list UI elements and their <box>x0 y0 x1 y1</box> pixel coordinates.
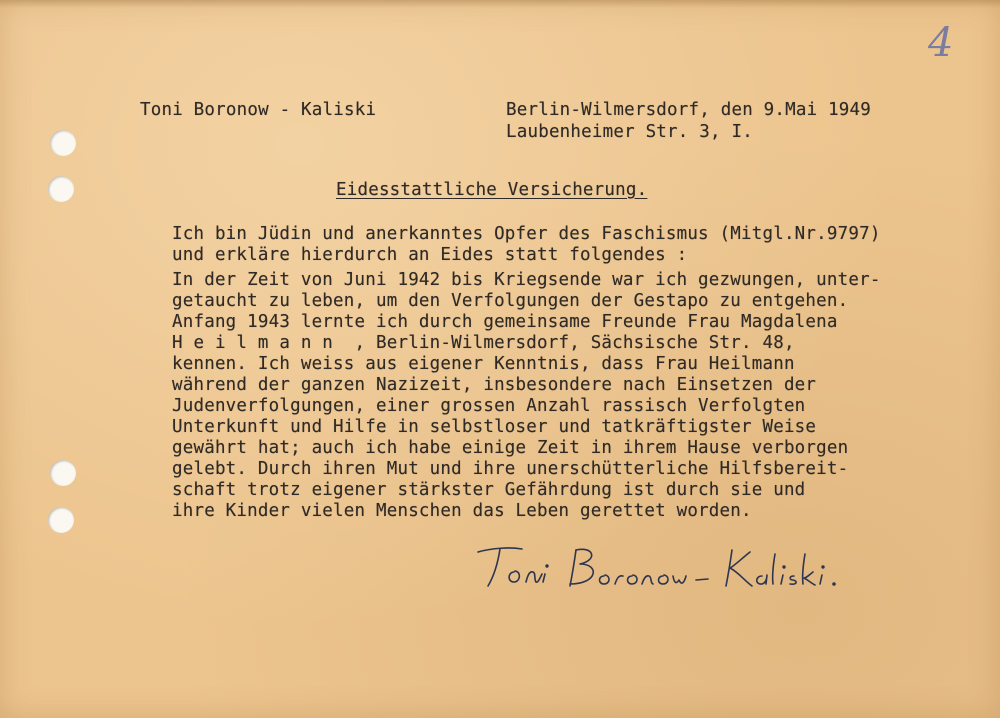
paper-top-edge <box>0 0 1000 8</box>
body-line: H e i l m a n n , Berlin-Wilmersdorf, Sächsische Str. 48, <box>172 333 795 353</box>
address: Laubenheimer Str. 3, I. <box>506 122 753 142</box>
body-line: kennen. Ich weiss aus eigener Kenntnis, dass Frau Heilmann <box>172 354 795 374</box>
handwritten-signature <box>470 538 900 598</box>
punch-hole-2 <box>48 176 74 202</box>
body-line: Judenverfolgungen, einer grossen Anzahl rassisch Verfolgten <box>172 396 806 416</box>
body-line: während der ganzen Nazizeit, insbesondere nach Einsetzen der <box>172 375 817 395</box>
intro-line-1: Ich bin Jüdin und anerkanntes Opfer des Faschismus (Mitgl.Nr.9797) <box>172 224 881 244</box>
affidavit-body <box>172 270 881 522</box>
place-date: Berlin-Wilmersdorf, den 9.Mai 1949 <box>506 100 872 120</box>
body-line: gewährt hat; auch ich habe einige Zeit in ihrem Hause verborgen <box>172 438 849 458</box>
body-line: Unterkunft und Hilfe in selbstloser und tatkräftigster Weise <box>172 417 817 437</box>
body-line: schaft trotz eigener stärkster Gefährdung ist durch sie und <box>172 480 806 500</box>
body-line: Anfang 1943 lernte ich durch gemeinsame Freunde Frau Magdalena <box>172 312 838 332</box>
body-line: gelebt. Durch ihren Mut und ihre unerschütterliche Hilfsbereit- <box>172 459 849 479</box>
body-line: getaucht zu leben, um den Verfolgungen der Gestapo zu entgehen. <box>172 291 849 311</box>
punch-hole-3 <box>50 460 76 486</box>
punch-hole-1 <box>50 130 76 156</box>
punch-hole-4 <box>48 507 74 533</box>
body-line: ihre Kinder vielen Menschen das Leben gerettet worden. <box>172 501 752 521</box>
page-number: 4 <box>928 20 954 66</box>
intro-line-2: und erkläre hierdurch an Eides statt folgendes : <box>172 245 688 265</box>
body-line: In der Zeit von Juni 1942 bis Kriegsende war ich gezwungen, unter- <box>172 270 881 290</box>
document-title: Eidesstattliche Versicherung. <box>336 180 648 200</box>
sender-name: Toni Boronow - Kaliski <box>140 100 377 120</box>
